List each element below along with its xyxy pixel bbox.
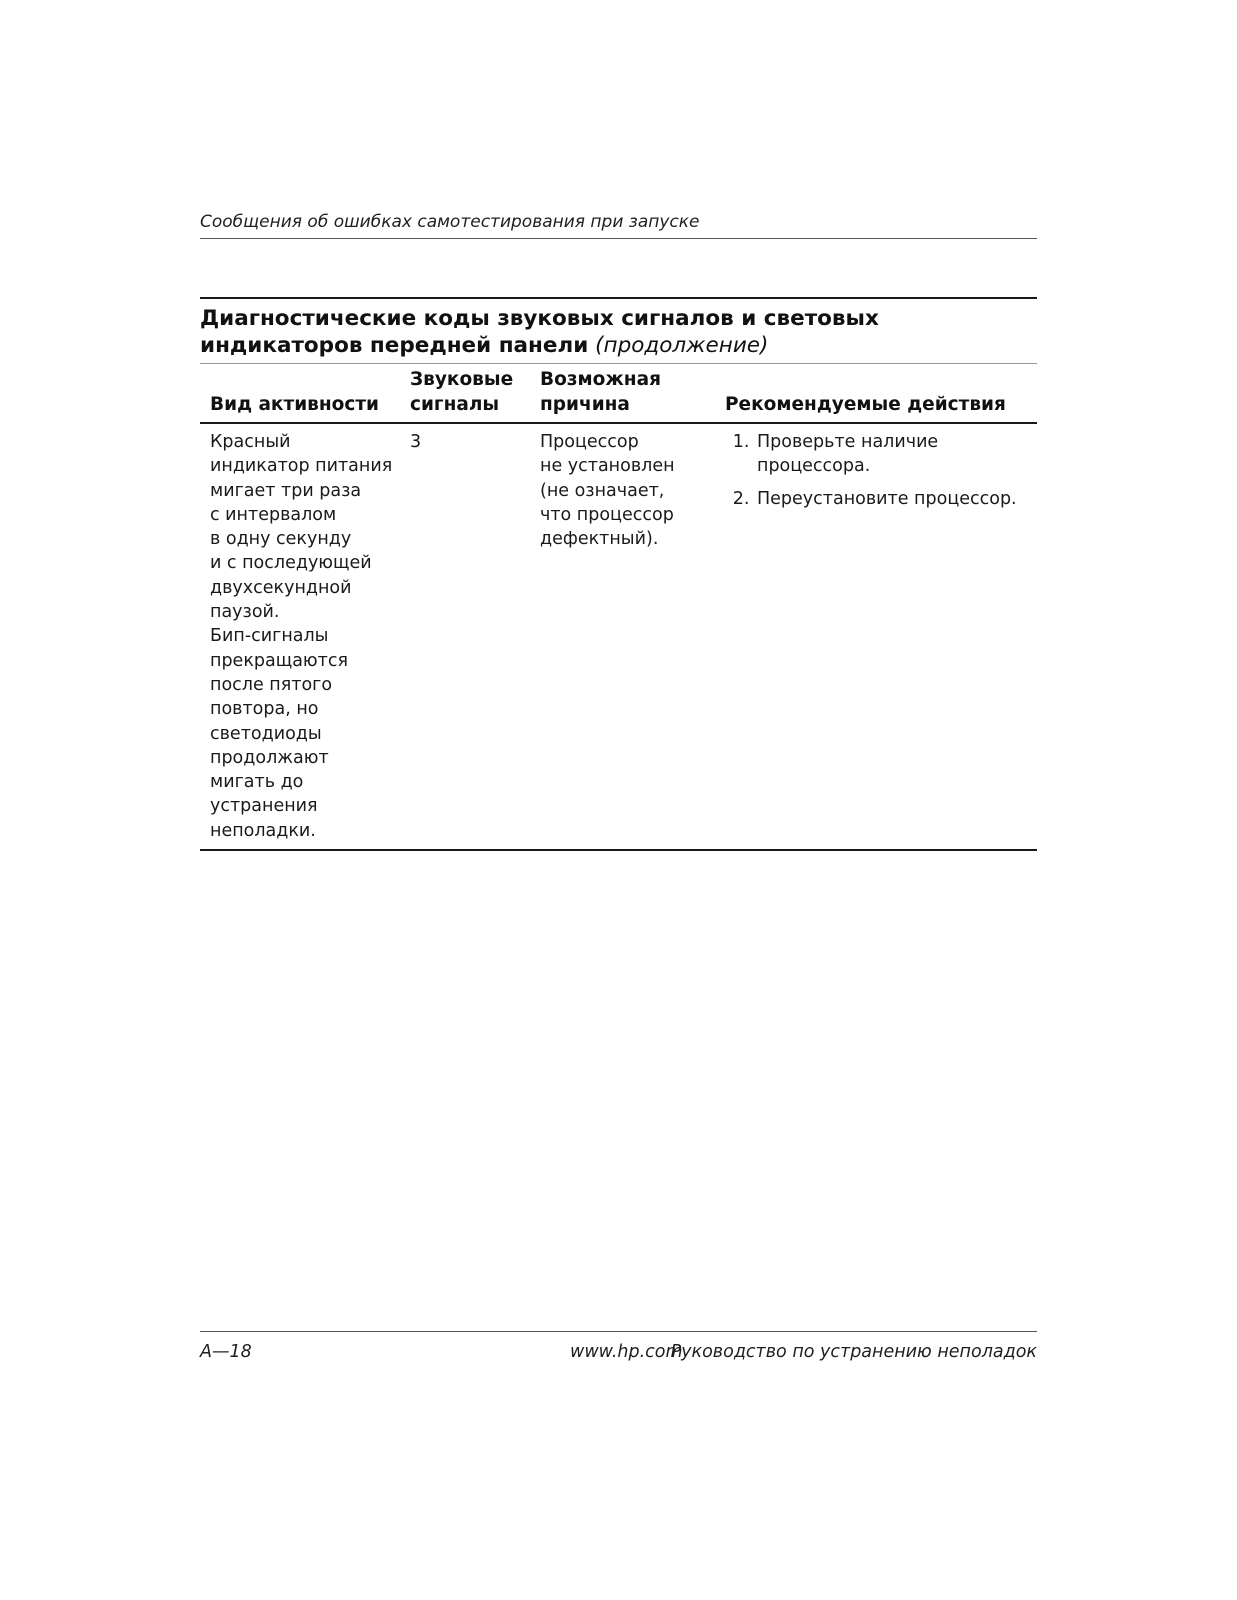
table-title <box>200 297 1037 359</box>
actions-list <box>725 430 1037 511</box>
header-beeps: Звуковые сигналы <box>400 364 530 423</box>
action-step: 1. Проверьте наличие процессора. <box>755 430 1037 479</box>
diagnostic-table <box>200 364 1037 851</box>
document-page <box>200 0 1037 1600</box>
cell-beeps: 3 <box>400 423 530 850</box>
header-cause: Возможная причина <box>530 364 715 423</box>
table-title-main: Диагностические коды звуковых сигналов и световых индикаторов передней панели <box>200 306 879 358</box>
header-actions: Рекомендуемые действия <box>715 364 1037 423</box>
website-link[interactable]: www.hp.com <box>570 1342 683 1362</box>
action-step: 2. Переустановите процессор. <box>755 487 1037 511</box>
cell-cause: Процессор не установлен (не означает, что процессор дефектный). <box>530 423 715 850</box>
page-footer <box>200 1342 1037 1366</box>
table-header-row <box>200 364 1037 423</box>
cell-activity: Красный индикатор питания мигает три раза с интервалом в одну секунду и с последующей двухсекундной паузой. Бип-сигналы прекращаются после пятого повтора, но светодиоды продолжают мигать до устранения неполадки. <box>200 423 400 850</box>
page-number: A—18 <box>200 1342 252 1362</box>
running-head: Сообщения об ошибках самотестирования при запуске <box>200 212 1037 239</box>
header-activity: Вид активности <box>200 364 400 423</box>
table-title-continued: (продолжение) <box>595 333 769 358</box>
document-title: Руководство по устранению неполадок <box>670 1342 1037 1362</box>
footer-divider <box>200 1331 1037 1332</box>
table-row <box>200 423 1037 850</box>
cell-actions <box>715 423 1037 850</box>
